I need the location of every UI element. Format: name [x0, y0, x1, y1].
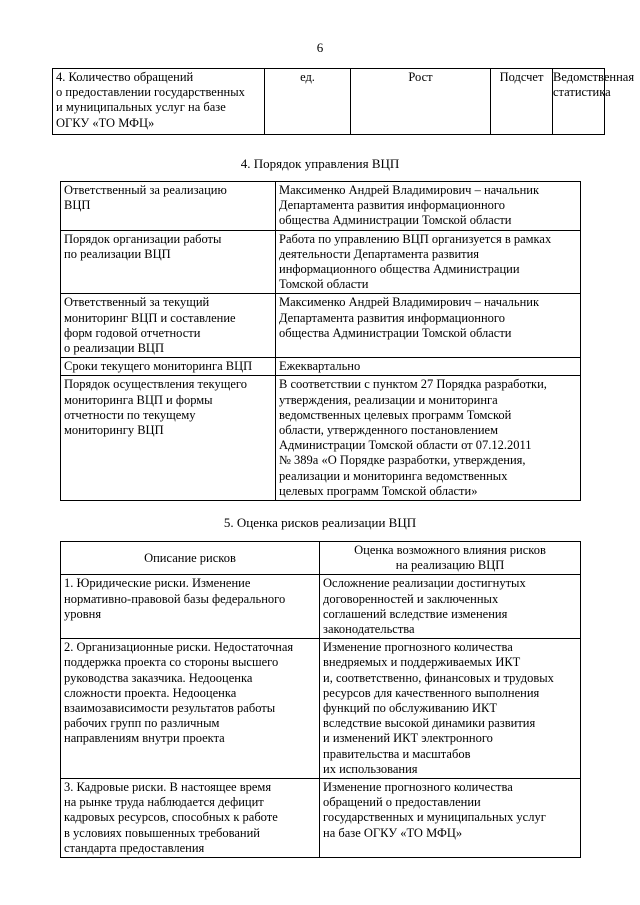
- table-row: [61, 779, 581, 858]
- row-label: Порядок организации работы по реализации ВЦП: [61, 230, 276, 294]
- row-value: Максименко Андрей Владимирович – начальник Департамента развития информационного общества Администрации Томской области: [276, 294, 581, 358]
- row-value: Максименко Андрей Владимирович – начальник Департамента развития информационного общества Администрации Томской области: [276, 182, 581, 231]
- table-row: [61, 575, 581, 639]
- indicator-name: 4. Количество обращений о предоставлении государственных и муниципальных услуг на базе ОГКУ «ТО МФЦ»: [53, 69, 265, 135]
- table-row: [61, 639, 581, 779]
- section5-title: 5. Оценка рисков реализации ВЦП: [223, 515, 417, 530]
- management-table: [60, 181, 581, 501]
- indicator-source: Ведомственная статистика: [553, 69, 605, 135]
- risk-description: 1. Юридические риски. Изменение нормативно-правовой базы федерального уровня: [61, 575, 320, 639]
- risk-impact: Изменение прогнозного количества обращений о предоставлении государственных и муниципальных услуг на базе ОГКУ «ТО МФЦ»: [320, 779, 581, 858]
- header-risk-impact: Оценка возможного влияния рисков на реализацию ВЦП: [320, 542, 581, 575]
- table-header-row: [61, 542, 581, 575]
- table-row: [61, 294, 581, 358]
- row-value: В соответствии с пунктом 27 Порядка разработки, утверждения, реализации и мониторинга ведомственных целевых программ Томской области, утвержденного постановлением Администрации Томской области от 07.12.2011 № 389а «О Порядке разработки, утверждения, реализации и мониторинга ведомственных целевых программ Томской области»: [276, 376, 581, 501]
- risk-description: 2. Организационные риски. Недостаточная поддержка проекта со стороны высшего руководства заказчика. Недооценка сложности проекта. Недооценка взаимозависимости результатов работы рабочих групп по различным направлениям внутри проекта: [61, 639, 320, 779]
- table-row: [61, 182, 581, 231]
- risk-impact: Осложнение реализации достигнутых договоренностей и заключенных соглашений вследствие изменения законодательства: [320, 575, 581, 639]
- row-label: Ответственный за реализацию ВЦП: [61, 182, 276, 231]
- row-label: Ответственный за текущий мониторинг ВЦП и составление форм годовой отчетности о реализации ВЦП: [61, 294, 276, 358]
- table-row: [53, 69, 605, 135]
- row-label: Сроки текущего мониторинга ВЦП: [61, 358, 276, 376]
- table-row: [61, 358, 581, 376]
- risks-table: [60, 541, 581, 858]
- risk-description: 3. Кадровые риски. В настоящее время на рынке труда наблюдается дефицит кадровых ресурсов, способных к работе в условиях повышенных требований стандарта предоставления: [61, 779, 320, 858]
- indicator-trend: Рост: [351, 69, 491, 135]
- indicator-table: [52, 68, 635, 135]
- section4-title: 4. Порядок управления ВЦП: [240, 156, 400, 171]
- header-risk-description: Описание рисков: [61, 542, 320, 575]
- row-label: Порядок осуществления текущего мониторинга ВЦП и формы отчетности по текущему мониторингу ВЦП: [61, 376, 276, 501]
- risk-impact: Изменение прогнозного количества внедряемых и поддерживаемых ИКТ и, соответственно, финансовых и трудовых ресурсов для качественного выполнения функций по обслуживанию ИКТ вследствие высокой динамики развития и изменений ИКТ электронного правительства и масштабов их использования: [320, 639, 581, 779]
- table-row: [61, 230, 581, 294]
- row-value: Ежеквартально: [276, 358, 581, 376]
- indicator-method: Подсчет: [491, 69, 553, 135]
- row-value: Работа по управлению ВЦП организуется в рамках деятельности Департамента развития информационного общества Администрации Томской области: [276, 230, 581, 294]
- table-row: [61, 376, 581, 501]
- page-number: 6: [316, 40, 324, 55]
- indicator-unit: ед.: [265, 69, 351, 135]
